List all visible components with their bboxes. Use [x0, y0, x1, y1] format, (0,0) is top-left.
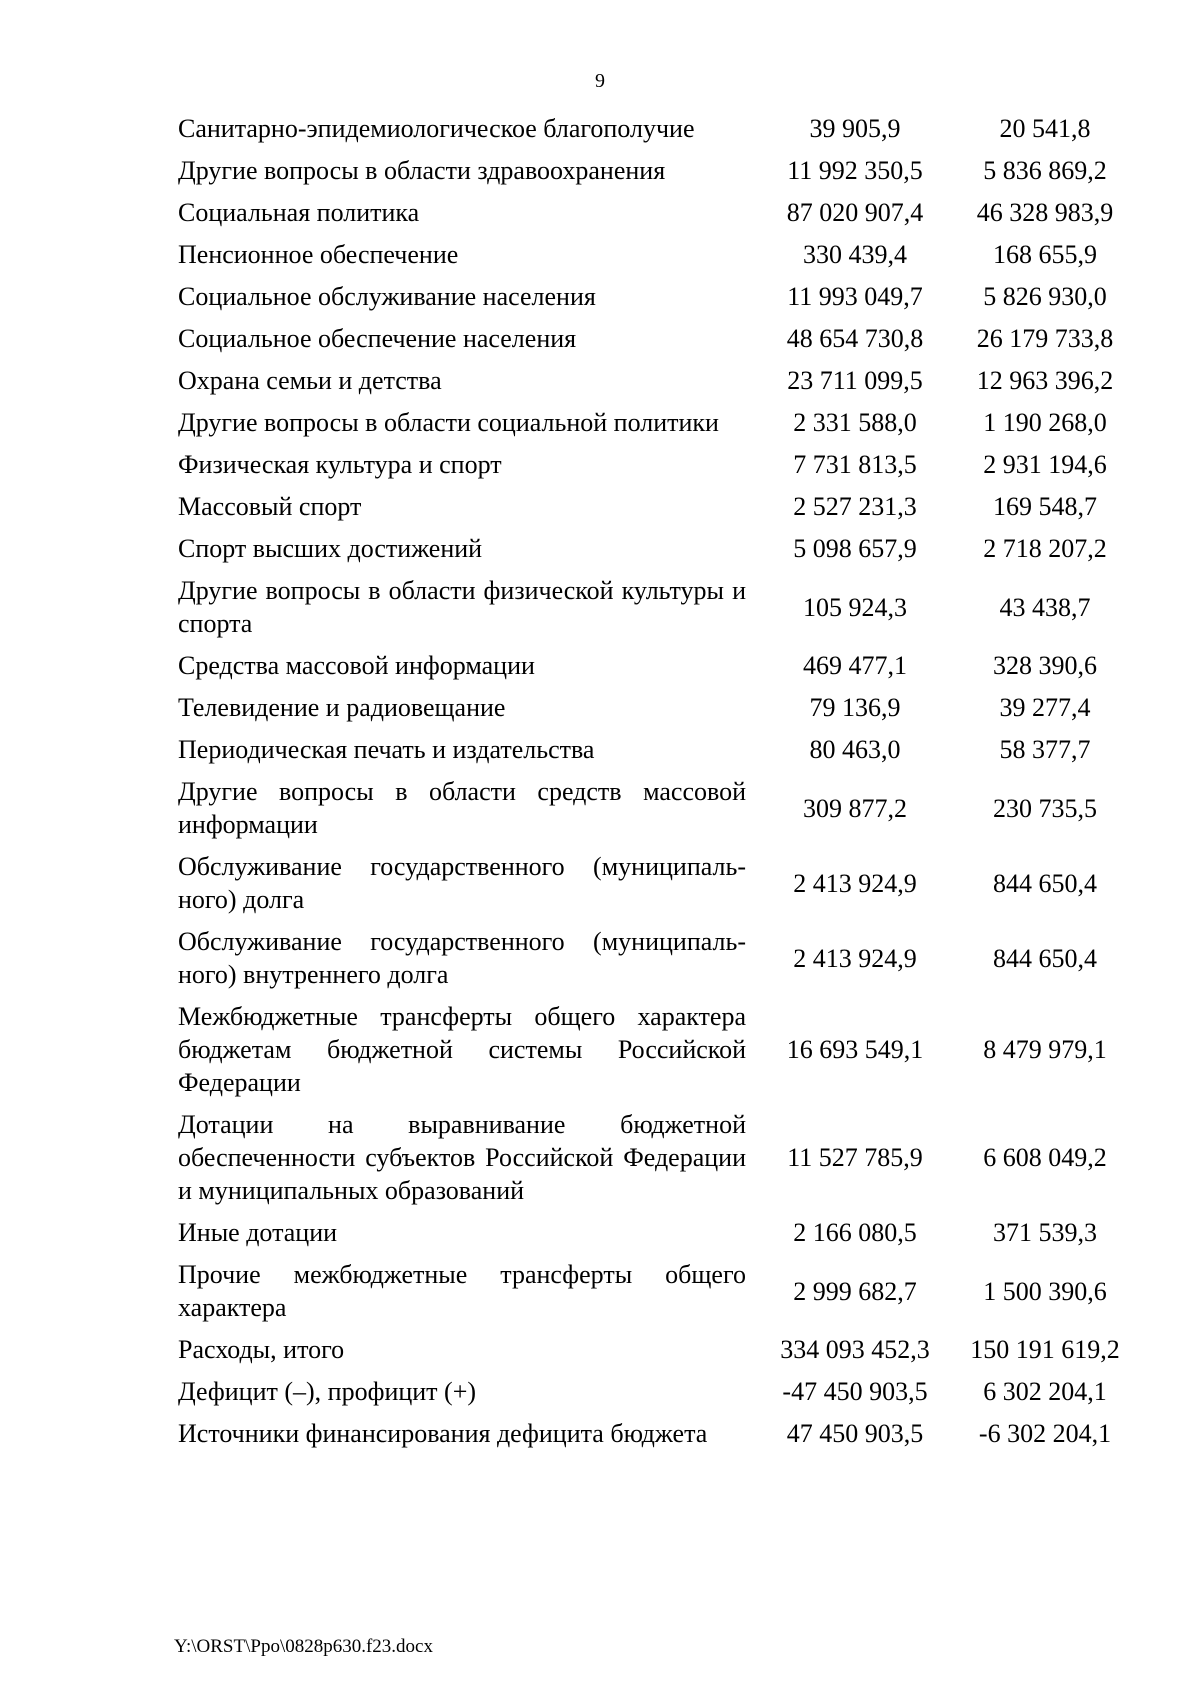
row-value-2: 1 500 390,6: [983, 1276, 1107, 1306]
row-value-2: 5 826 930,0: [983, 282, 1107, 311]
row-value-1: 2 527 231,3: [793, 492, 917, 521]
table-row: [178, 1413, 1138, 1455]
table-row: [178, 150, 1138, 192]
footer-file-path: Y:\ORST\Ppo\0828p630.f23.docx: [174, 1636, 433, 1657]
row-value-1: 330 439,4: [803, 240, 907, 269]
row-value-1: 87 020 907,4: [786, 198, 924, 227]
row-value-1: 105 924,3: [803, 592, 907, 622]
row-name: Периодическая печать и издательства: [178, 735, 595, 764]
row-value-2: 844 650,4: [993, 868, 1097, 898]
row-name: Межбюджетные трансферты общего характера бюджетам бюджетной системы Российской Федерации: [178, 1002, 746, 1097]
row-name: Обслуживание государственного (муниципаль-ного) долга: [178, 852, 746, 914]
row-value-2: 2 931 194,6: [983, 450, 1107, 479]
row-value-2: 58 377,7: [999, 735, 1091, 764]
row-value-1: 2 166 080,5: [793, 1218, 917, 1247]
table-row: [178, 1329, 1138, 1371]
table-row: [178, 276, 1138, 318]
table-row: [178, 528, 1138, 570]
table-row: [178, 444, 1138, 486]
row-value-1: 47 450 903,5: [786, 1419, 924, 1448]
row-name: Расходы, итого: [178, 1335, 345, 1364]
table-row: [178, 402, 1138, 444]
table-row: [178, 1104, 1138, 1212]
row-value-1: 23 711 099,5: [787, 366, 923, 395]
row-name: Социальная политика: [178, 198, 420, 227]
row-value-2: 12 963 396,2: [976, 366, 1114, 395]
row-value-1: 2 413 924,9: [793, 943, 917, 973]
row-value-1: 2 413 924,9: [793, 868, 917, 898]
table-row: [178, 1254, 1138, 1329]
row-name: Санитарно-эпидемиологическое благополучие: [178, 114, 695, 143]
row-name: Массовый спорт: [178, 492, 362, 521]
row-name: Другие вопросы в области средств массовой информации: [178, 777, 746, 839]
row-name: Дотации на выравнивание бюджетной обеспеченности субъектов Российской Федерации и муниципальных образований: [178, 1110, 746, 1205]
table-row: [178, 996, 1138, 1104]
row-value-2: 844 650,4: [993, 943, 1097, 973]
table-row: [178, 729, 1138, 771]
row-value-2: 6 302 204,1: [983, 1377, 1107, 1406]
table-row: [178, 1212, 1138, 1254]
table-row: [178, 687, 1138, 729]
table-row: [178, 771, 1138, 846]
table-row: [178, 570, 1138, 645]
row-name: Другие вопросы в области здравоохранения: [178, 156, 666, 185]
row-value-1: 16 693 549,1: [786, 1035, 924, 1064]
table-row: [178, 846, 1138, 921]
table-row: [178, 645, 1138, 687]
row-value-1: 48 654 730,8: [786, 324, 924, 353]
row-name: Прочие межбюджетные трансферты общего характера: [178, 1260, 746, 1322]
row-value-1: 2 999 682,7: [793, 1276, 917, 1306]
row-value-2: 6 608 049,2: [983, 1143, 1107, 1172]
row-value-2: 5 836 869,2: [983, 156, 1107, 185]
row-value-2: 230 735,5: [993, 793, 1097, 823]
row-name: Иные дотации: [178, 1218, 338, 1247]
row-value-1: 2 331 588,0: [793, 408, 917, 437]
row-value-1: 309 877,2: [803, 793, 907, 823]
table-row: [178, 192, 1138, 234]
row-value-2: 169 548,7: [993, 492, 1097, 521]
row-value-2: -6 302 204,1: [978, 1419, 1112, 1448]
row-value-2: 8 479 979,1: [983, 1035, 1107, 1064]
row-value-2: 168 655,9: [993, 240, 1097, 269]
table-row: [178, 234, 1138, 276]
row-name: Пенсионное обеспечение: [178, 240, 459, 269]
budget-table: [178, 108, 1138, 1455]
table-row: [178, 1371, 1138, 1413]
table-row: [178, 318, 1138, 360]
row-name: Обслуживание государственного (муниципаль-ного) внутреннего долга: [178, 927, 746, 989]
row-value-1: 11 527 785,9: [787, 1143, 923, 1172]
row-name: Другие вопросы в области физической культуры и спорта: [178, 576, 746, 638]
row-name: Средства массовой информации: [178, 651, 535, 680]
row-value-1: -47 450 903,5: [782, 1377, 928, 1406]
row-value-2: 1 190 268,0: [983, 408, 1107, 437]
row-name: Охрана семьи и детства: [178, 366, 442, 395]
row-name: Дефицит (–), профицит (+): [178, 1377, 477, 1406]
row-value-1: 334 093 452,3: [780, 1335, 930, 1364]
row-value-1: 5 098 657,9: [793, 534, 917, 563]
row-value-2: 26 179 733,8: [976, 324, 1114, 353]
row-name: Телевидение и радиовещание: [178, 693, 506, 722]
row-value-1: 39 905,9: [809, 114, 901, 143]
row-value-2: 150 191 619,2: [970, 1335, 1120, 1364]
row-name: Социальное обеспечение населения: [178, 324, 577, 353]
row-value-2: 328 390,6: [993, 651, 1097, 680]
row-name: Физическая культура и спорт: [178, 450, 502, 479]
table-row: [178, 108, 1138, 150]
row-name: Спорт высших достижений: [178, 534, 483, 563]
row-name: Источники финансирования дефицита бюджета: [178, 1419, 708, 1448]
row-value-2: 2 718 207,2: [983, 534, 1107, 563]
row-value-2: 46 328 983,9: [976, 198, 1114, 227]
row-name: Социальное обслуживание населения: [178, 282, 596, 311]
row-value-1: 11 993 049,7: [787, 282, 923, 311]
row-value-1: 80 463,0: [809, 735, 901, 764]
table-row: [178, 921, 1138, 996]
row-value-2: 371 539,3: [993, 1218, 1097, 1247]
row-name: Другие вопросы в области социальной политики: [178, 408, 719, 437]
row-value-1: 469 477,1: [803, 651, 907, 680]
row-value-1: 7 731 813,5: [793, 450, 917, 479]
row-value-1: 11 992 350,5: [787, 156, 923, 185]
row-value-2: 43 438,7: [999, 592, 1091, 622]
table-row: [178, 360, 1138, 402]
page-number: 9: [595, 70, 605, 92]
table-row: [178, 486, 1138, 528]
row-value-2: 39 277,4: [999, 693, 1091, 722]
row-value-1: 79 136,9: [809, 693, 901, 722]
row-value-2: 20 541,8: [999, 114, 1091, 143]
